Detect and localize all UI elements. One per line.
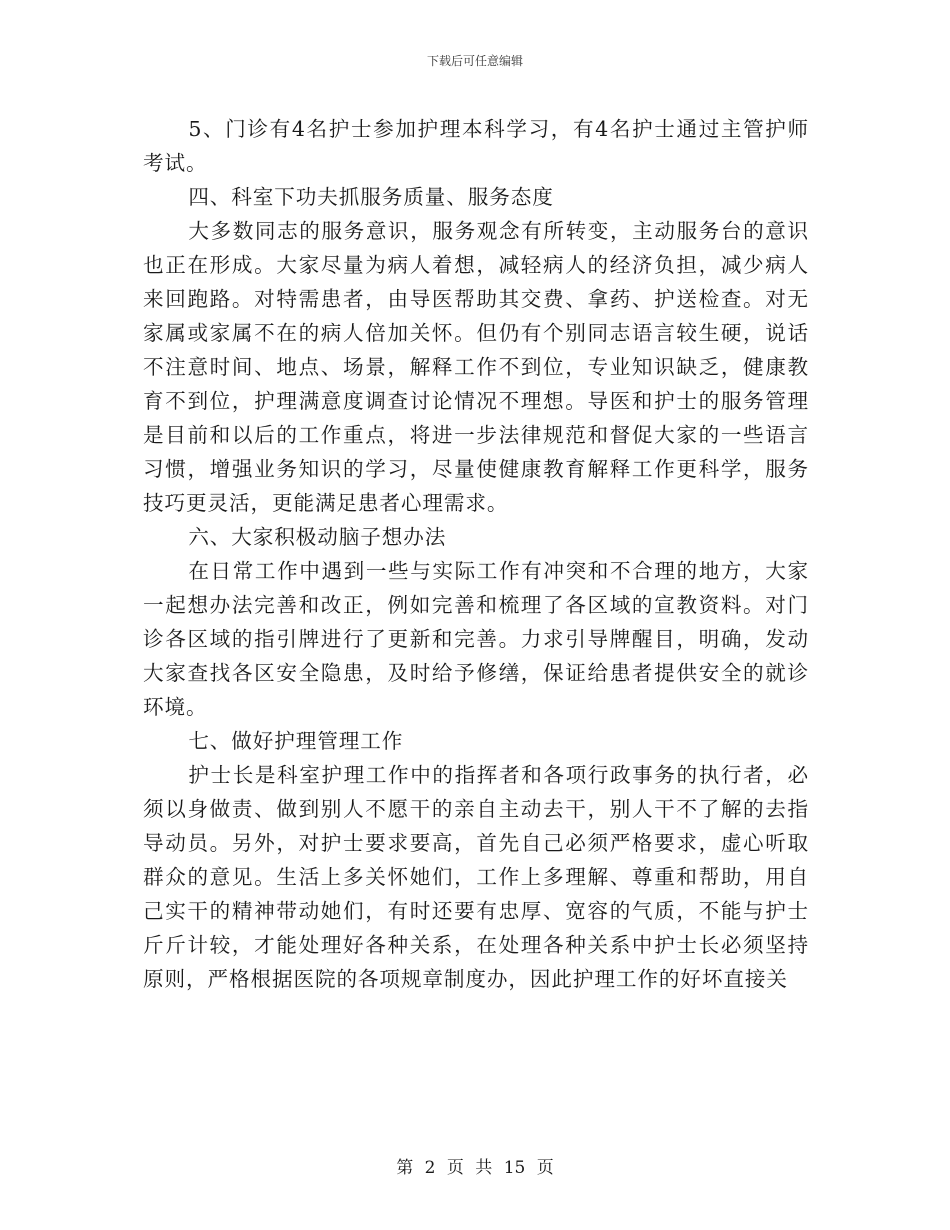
section-heading-nursing-management: 七、做好护理管理工作 [188, 729, 404, 753]
footer-total-label: 共 [475, 1158, 493, 1178]
current-page-number: 2 [424, 1158, 436, 1178]
paragraph-item-5: 5、门诊有4名护士参加护理本科学习，有4名护士通过主管护师考试。 [143, 117, 809, 175]
section-heading-brainstorm: 六、大家积极动脑子想办法 [188, 525, 447, 549]
paragraph-improvements: 在日常工作中遇到一些与实际工作有冲突和不合理的地方，大家一起想办法完善和改正，例如完善和梳理了各区域的宣教资料。对门诊各区域的指引牌进行了更新和完善。力求引导牌醒目，明确，发动大家查找各区安全隐患，及时给予修缮，保证给患者提供安全的就诊环境。 [143, 559, 809, 719]
page-header: 下载后可任意编辑 [426, 54, 523, 68]
footer-total-unit: 页 [536, 1158, 554, 1178]
footer-prefix: 第 [396, 1158, 414, 1178]
paragraph-head-nurse: 护士长是科室护理工作中的指挥者和各项行政事务的执行者，必须以身做责、做到别人不愿干的亲自主动去干，别人干不了解的去指导动员。另外，对护士要求要高，首先自己必须严格要求，虚心听取群众的意见。生活上多关怀她们，工作上多理解、尊重和帮助，用自己实干的精神带动她们，有时还要有忠厚、宽容的气质，不能与护士斤斤计较，才能处理好各种关系，在处理各种关系中护士长必须坚持原则，严格根据医院的各项规章制度办，因此护理工作的好坏直接关 [143, 763, 809, 991]
document-body [143, 112, 809, 996]
section-heading-service-quality: 四、科室下功夫抓服务质量、服务态度 [188, 185, 554, 209]
footer-page-unit: 页 [446, 1158, 464, 1178]
page-footer [0, 1158, 950, 1178]
total-page-count: 15 [503, 1158, 526, 1178]
paragraph-service-awareness: 大多数同志的服务意识，服务观念有所转变，主动服务台的意识也正在形成。大家尽量为病人着想，减轻病人的经济负担，减少病人来回跑路。对特需患者，由导医帮助其交费、拿药、护送检查。对无家属或家属不在的病人倍加关怀。但仍有个别同志语言较生硬，说话不注意时间、地点、场景，解释工作不到位，专业知识缺乏，健康教育不到位，护理满意度调查讨论情况不理想。导医和护士的服务管理是目前和以后的工作重点，将进一步法律规范和督促大家的一些语言习惯，增强业务知识的学习，尽量使健康教育解释工作更科学，服务技巧更灵活，更能满足患者心理需求。 [143, 219, 809, 515]
